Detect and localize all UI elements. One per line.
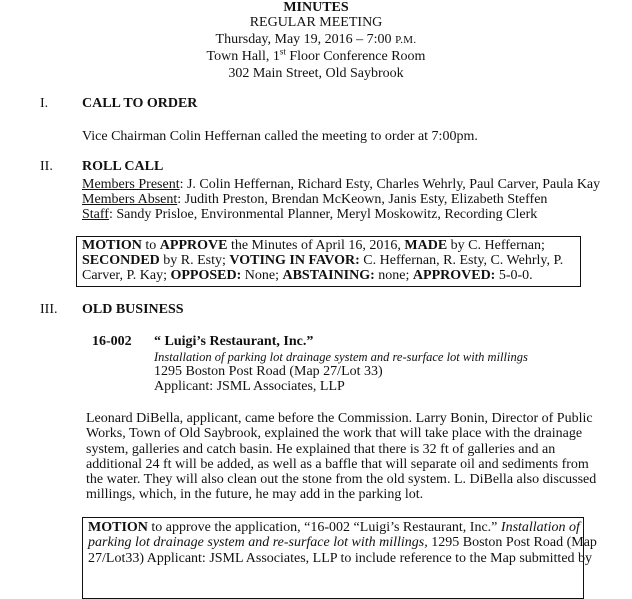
motion-1-line-1 — [82, 238, 545, 254]
motion-2-line-2 — [88, 535, 597, 551]
meeting-location — [0, 46, 632, 65]
motion-1-keyword: MOTION — [82, 238, 142, 253]
discussion-line: additional 24 ft will be added, as well as a baffle that will separate oil and sediments from — [86, 457, 589, 472]
discussion-line: Leonard DiBella, applicant, came before the Commission. Larry Bonin, Director of Public — [86, 411, 593, 426]
motion-2-line-1 — [88, 520, 580, 536]
motion-1-text: None; — [241, 268, 283, 283]
location-sup: st — [279, 46, 286, 57]
motion-1-text: to — [141, 238, 160, 253]
motion-1-approve: APPROVE — [159, 238, 228, 253]
motion-1-text: 5-0-0. — [495, 268, 533, 283]
motion-1-line-2 — [82, 253, 563, 269]
motion-2-italic: Installation of — [500, 520, 580, 535]
motion-1-line-3 — [82, 268, 533, 284]
motion-1-text: C. Heffernan, R. Esty, C. Wehrly, P. — [359, 253, 564, 268]
motion-1-abstaining: ABSTAINING: — [282, 268, 375, 283]
discussion-line: millings, which, in the future, he may add in the parking lot. — [86, 487, 424, 502]
discussion-line: system, galleries and catch basin. He explained that there is 32 ft of galleries and an — [86, 442, 556, 457]
section-2-numeral: II. — [40, 159, 53, 174]
application-applicant: Applicant: JSML Associates, LLP — [154, 379, 345, 394]
meeting-address: 302 Main Street, Old Saybrook — [228, 66, 404, 81]
motion-1-text: none; — [374, 268, 413, 283]
motion-1-text: the Minutes of April 16, 2016, — [227, 238, 405, 253]
motion-2-italic: parking lot drainage system and re-surface lot with millings, — [88, 535, 428, 550]
members-absent-text: : Judith Preston, Brendan McKeown, Janis Esty, Elizabeth Steffen — [177, 192, 548, 207]
location-post: Floor Conference Room — [285, 49, 426, 64]
motion-1-voting: VOTING IN FAVOR: — [229, 253, 360, 268]
motion-1-text: by R. Esty; — [159, 253, 230, 268]
motion-1-made: MADE — [404, 238, 448, 253]
motion-2-line-3: 27/Lot33) Applicant: JSML Associates, LLP to include reference to the Map submitted by — [88, 551, 593, 566]
meeting-date — [0, 32, 632, 48]
members-present-label: Members Present — [82, 177, 180, 192]
motion-1-opposed: OPPOSED: — [170, 268, 242, 283]
doc-title: MINUTES — [283, 0, 349, 15]
application-name: “ Luigi’s Restaurant, Inc.” — [154, 334, 314, 349]
application-description: Installation of parking lot drainage system and re-surface lot with millings — [154, 350, 528, 364]
staff — [82, 207, 537, 223]
application-number: 16-002 — [92, 334, 132, 349]
discussion-line: the water. They will also clean out the stone from the old system. L. DiBella also discussed — [86, 472, 597, 487]
section-1-numeral: I. — [40, 96, 49, 111]
motion-2-text: to approve the application, “16-002 “Luigi’s Restaurant, Inc.” — [147, 520, 501, 535]
members-present — [82, 177, 600, 193]
staff-text: : Sandy Prisloe, Environmental Planner, Meryl Moskowitz, Recording Clerk — [108, 207, 538, 222]
discussion-line: Works, Town of Old Saybrook, explained the work that will take place with the drainage — [86, 426, 583, 441]
members-absent-label: Members Absent — [82, 192, 178, 207]
motion-1-seconded: SECONDED — [82, 253, 160, 268]
section-1-heading: CALL TO ORDER — [82, 96, 198, 111]
section-3-numeral: III. — [40, 302, 58, 317]
section-1-text: Vice Chairman Colin Heffernan called the meeting to order at 7:00pm. — [82, 129, 478, 144]
meeting-date-pm: P.M. — [395, 34, 417, 46]
motion-2-keyword: MOTION — [88, 520, 148, 535]
members-present-text: : J. Colin Heffernan, Richard Esty, Charles Wehrly, Paul Carver, Paula Kay — [179, 177, 601, 192]
doc-subtitle: REGULAR MEETING — [249, 15, 383, 30]
section-3-heading: OLD BUSINESS — [82, 302, 184, 317]
location-pre: Town Hall, 1 — [206, 49, 280, 64]
members-absent — [82, 192, 547, 208]
motion-2-text: 1295 Boston Post Road (Map — [427, 535, 597, 550]
application-address: 1295 Boston Post Road (Map 27/Lot 33) — [154, 364, 383, 379]
staff-label: Staff — [82, 207, 109, 222]
section-2-heading: ROLL CALL — [82, 159, 164, 174]
meeting-date-main: Thursday, May 19, 2016 – 7:00 — [215, 32, 392, 47]
motion-1-approved: APPROVED: — [412, 268, 496, 283]
motion-1-text: Carver, P. Kay; — [82, 268, 171, 283]
motion-1-text: by C. Heffernan; — [447, 238, 545, 253]
